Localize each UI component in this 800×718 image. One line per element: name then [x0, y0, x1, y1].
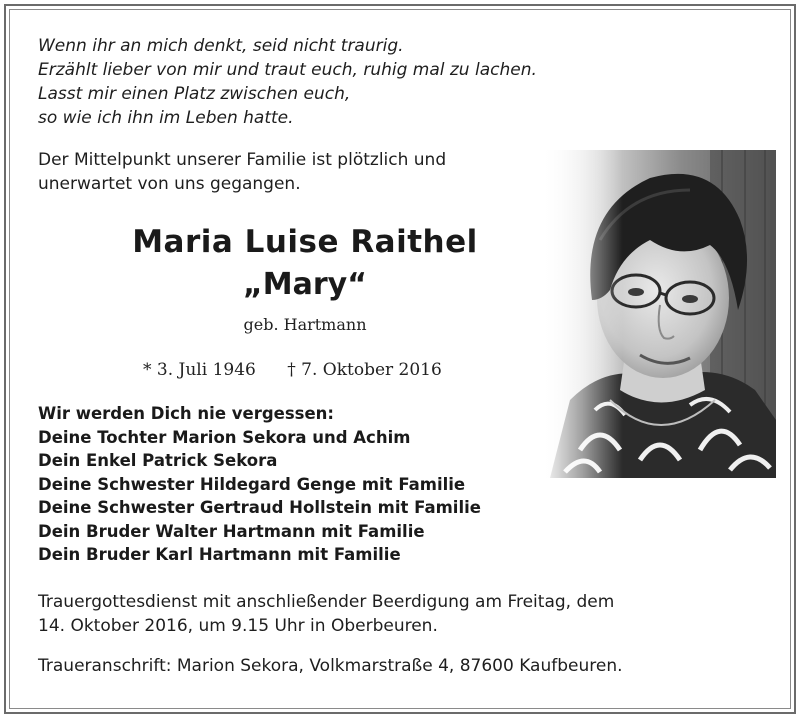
birth-date: * 3. Juli 1946	[143, 360, 256, 380]
deceased-name: Maria Luise Raithel	[132, 224, 478, 260]
intro-text	[38, 148, 446, 196]
poem	[38, 34, 537, 130]
service-line: Trauergottesdienst mit anschließender Beerdigung am Freitag, dem	[38, 592, 615, 612]
portrait-photo	[540, 150, 776, 478]
service-line: 14. Oktober 2016, um 9.15 Uhr in Oberbeuren.	[38, 616, 438, 636]
poem-line: Lasst mir einen Platz zwischen euch,	[38, 84, 351, 104]
life-dates	[143, 358, 442, 382]
funeral-service-info	[38, 590, 614, 638]
mourning-address: Traueranschrift: Marion Sekora, Volkmarstraße 4, 87600 Kaufbeuren.	[38, 656, 623, 676]
intro-line: Der Mittelpunkt unserer Familie ist plötzlich und	[38, 150, 447, 170]
family-line: Wir werden Dich nie vergessen:	[38, 404, 335, 423]
family-line: Dein Bruder Walter Hartmann mit Familie	[38, 521, 425, 541]
poem-line: Wenn ihr an mich denkt, seid nicht traurig.	[38, 36, 404, 56]
family-line: Dein Bruder Karl Hartmann mit Familie	[38, 545, 401, 564]
family-line: Dein Enkel Patrick Sekora	[38, 451, 278, 470]
death-date: † 7. Oktober 2016	[287, 360, 442, 380]
family-line: Deine Schwester Hildegard Genge mit Familie	[38, 474, 466, 494]
deceased-nickname: „Mary“	[243, 267, 367, 302]
deceased-birth-name: geb. Hartmann	[243, 315, 367, 334]
family-line: Deine Schwester Gertraud Hollstein mit Familie	[38, 498, 481, 517]
intro-line: unerwartet von uns gegangen.	[38, 174, 301, 194]
poem-line: so wie ich ihn im Leben hatte.	[38, 108, 294, 128]
family-signatures	[38, 402, 481, 567]
poem-line: Erzählt lieber von mir und traut euch, ruhig mal zu lachen.	[38, 60, 537, 80]
family-line: Deine Tochter Marion Sekora und Achim	[38, 427, 411, 447]
